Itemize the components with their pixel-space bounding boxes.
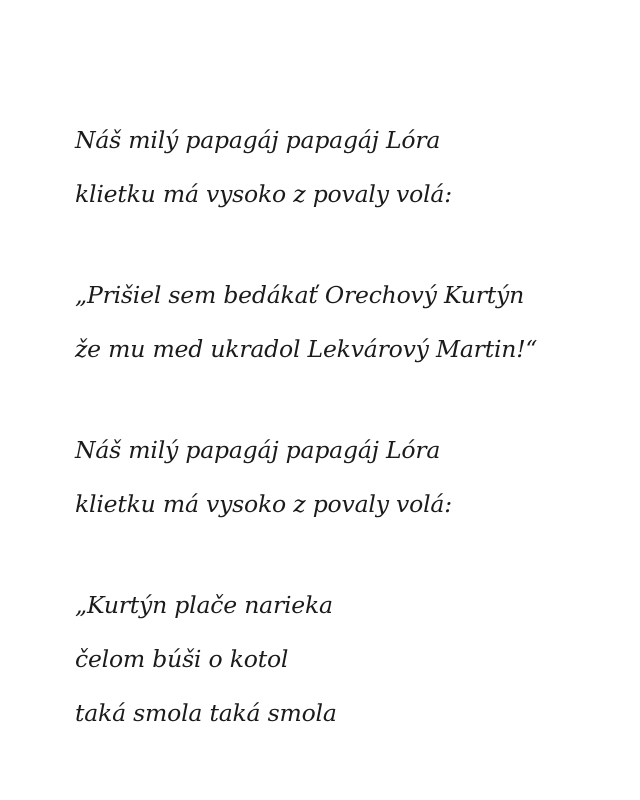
poem-line: čelom búši o kotol xyxy=(75,645,289,673)
stanza-4 xyxy=(75,578,615,740)
poem-line: klietku má vysoko z povaly volá: xyxy=(75,490,452,518)
poem-line: „Prišiel sem bedákať Orechový Kurtýn xyxy=(75,281,525,309)
stanza-3 xyxy=(75,423,615,531)
poem-line: taká smola taká smola xyxy=(75,699,337,727)
poem-line: klietku má vysoko z povaly volá: xyxy=(75,180,452,208)
poem-line: Náš milý papagáj papagáj Lóra xyxy=(75,126,441,154)
poem-line: Náš milý papagáj papagáj Lóra xyxy=(75,436,441,464)
stanza-1 xyxy=(75,113,615,221)
poem-text xyxy=(75,113,615,787)
poem-line: že mu med ukradol Lekvárový Martin!“ xyxy=(75,335,538,363)
poem-line: „Kurtýn plače narieka xyxy=(75,591,333,619)
stanza-2 xyxy=(75,268,615,376)
